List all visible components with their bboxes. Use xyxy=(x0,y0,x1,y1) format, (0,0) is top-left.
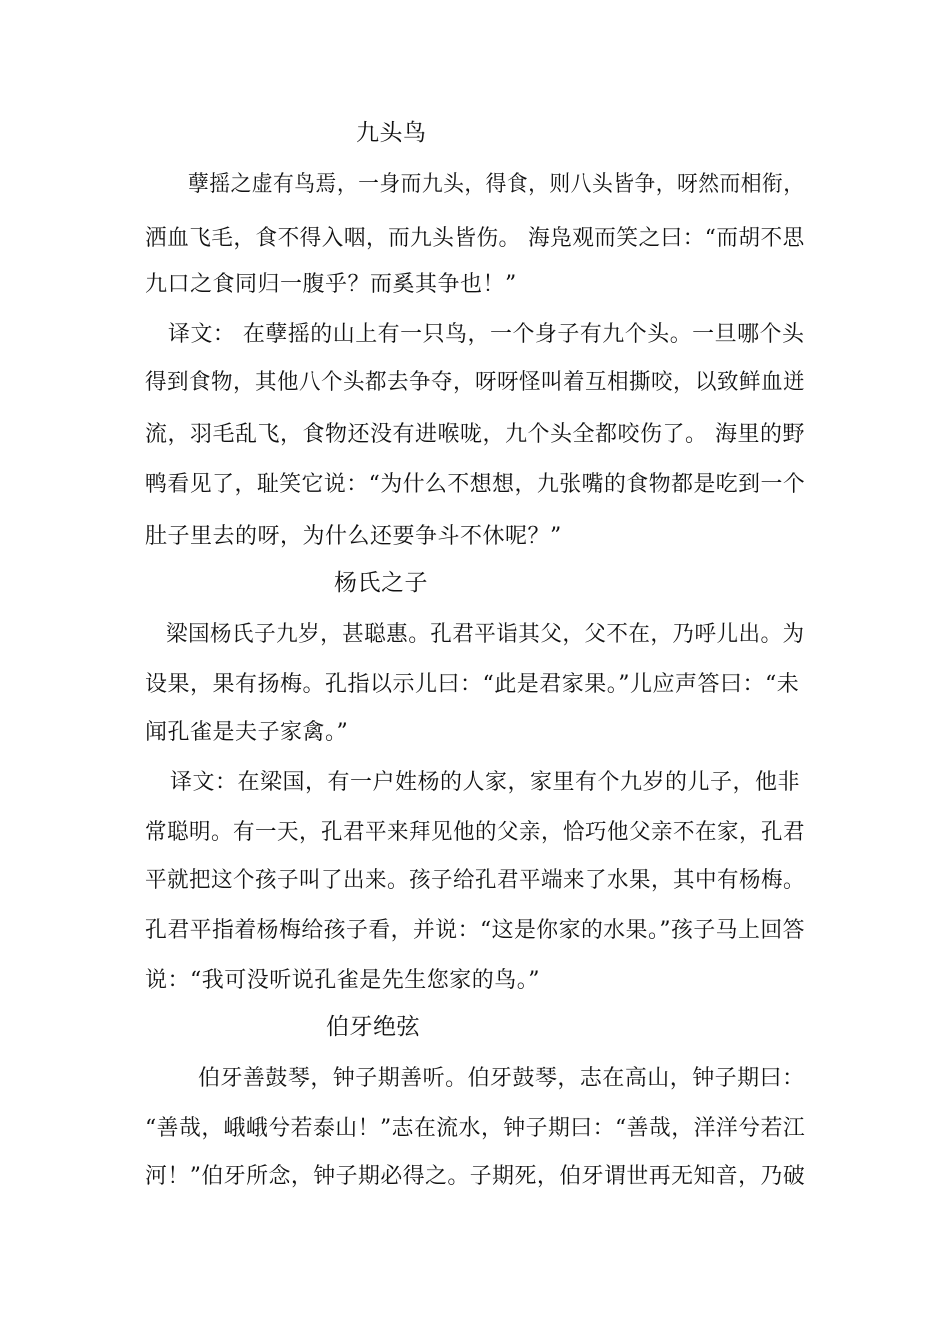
original-line: 洒血飞毛，食不得入咽，而九头皆伤。 海凫观而笑之曰：“而胡不思 xyxy=(145,226,805,251)
original-line: 设果，果有扬梅。孔指以示儿曰：“此是君家果。”儿应声答曰：“未 xyxy=(145,672,800,697)
translation-line: 常聪明。有一天，孔君平来拜见他的父亲，恰巧他父亲不在家，孔君 xyxy=(145,820,806,845)
original-line: “善哉，峨峨兮若泰山！”志在流水，钟子期曰：“善哉，洋洋兮若江 xyxy=(145,1116,806,1141)
translation-line: 说：“我可没听说孔雀是先生您家的鸟。” xyxy=(145,968,540,993)
translation-line: 译文： 在孽摇的山上有一只鸟，一个身子有九个头。一旦哪个头 xyxy=(168,322,805,347)
original-line: 梁国杨氏子九岁，甚聪惠。孔君平诣其父，父不在，乃呼儿出。为 xyxy=(166,622,805,647)
original-line: 伯牙善鼓琴，钟子期善听。伯牙鼓琴，志在高山，钟子期曰： xyxy=(198,1066,805,1091)
translation-line: 鸭看见了，耻笑它说：“为什么不想想，九张嘴的食物都是吃到一个 xyxy=(145,472,806,497)
translation-line: 肚子里去的呀，为什么还要争斗不休呢？” xyxy=(145,524,562,549)
original-line: 九口之食同归一腹乎？而奚其争也！” xyxy=(145,272,517,297)
section-title-yangshizhizi: 杨氏之子 xyxy=(334,570,428,596)
section-title-jiutouniao: 九头鸟 xyxy=(356,120,427,146)
section-title-boyajuexian: 伯牙绝弦 xyxy=(326,1014,420,1040)
translation-line: 孔君平指着杨梅给孩子看，并说：“这是你家的水果。”孩子马上回答 xyxy=(145,918,806,943)
translation-line: 得到食物，其他八个头都去争夺，呀呀怪叫着互相撕咬，以致鲜血迸 xyxy=(145,370,806,395)
translation-line: 译文：在梁国，有一户姓杨的人家，家里有个九岁的儿子，他非 xyxy=(170,770,801,795)
translation-line: 流，羽毛乱飞，食物还没有进喉咙，九个头全都咬伤了。 海里的野 xyxy=(145,422,805,447)
original-line: 河！”伯牙所念，钟子期必得之。子期死，伯牙谓世再无知音，乃破 xyxy=(145,1164,806,1189)
original-line: 闻孔雀是夫子家禽。” xyxy=(145,720,349,745)
translation-line: 平就把这个孩子叫了出来。孩子给孔君平端来了水果，其中有杨梅。 xyxy=(145,868,806,893)
original-line: 孽摇之虚有鸟焉，一身而九头，得食，则八头皆争，呀然而相衔， xyxy=(188,172,805,197)
